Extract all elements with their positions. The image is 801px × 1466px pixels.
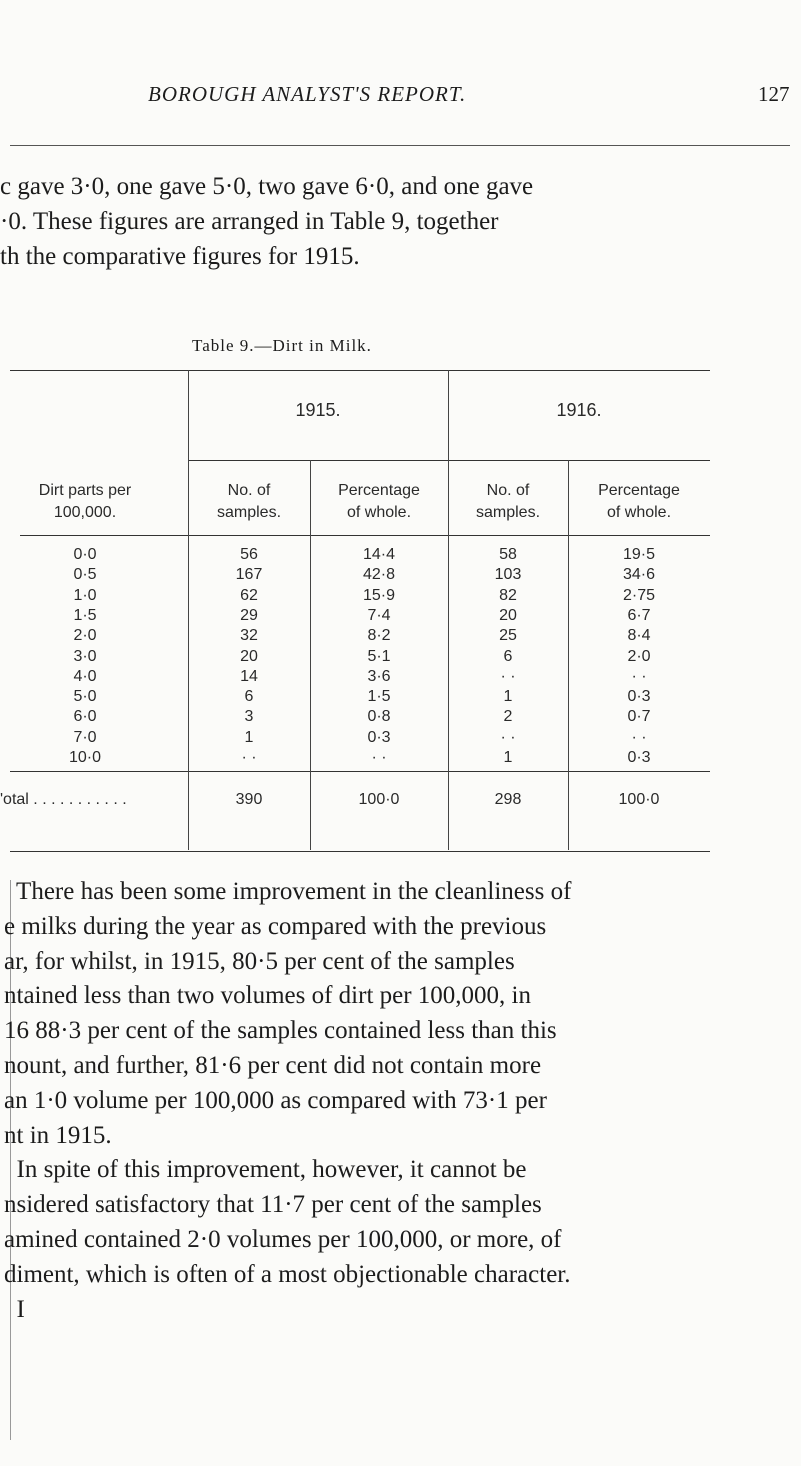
row-1915-samples: 167 [235, 566, 263, 584]
row-1916-percentage: 8·4 [627, 627, 651, 645]
row-dirt-parts: 10·0 [68, 749, 102, 766]
col-header-1915-samples: No. of samples. [216, 482, 282, 521]
row-1916-percentage: 34·6 [622, 566, 656, 584]
row-1915-samples: 1 [244, 728, 254, 746]
row-1915-percentage: · · [371, 749, 387, 766]
year-header-rule [188, 460, 710, 461]
table-top-rule [10, 370, 710, 371]
total-1916-samples: 298 [494, 791, 522, 808]
row-dirt-parts: 4·0 [73, 667, 97, 685]
row-1915-percentage: 5·1 [367, 647, 391, 665]
row-1916-percentage: 19·5 [622, 546, 656, 563]
row-1916-percentage: 2·75 [622, 586, 656, 604]
row-dirt-parts: 0·5 [73, 566, 97, 584]
row-1915-samples: 29 [240, 606, 258, 624]
row-1916-samples: · · [500, 728, 516, 746]
row-1915-samples: 62 [240, 586, 258, 604]
row-dirt-parts: 2·0 [73, 627, 97, 645]
table-bottom-rule [10, 851, 710, 852]
body-line: an 1·0 volume per 100,000 as compared with 73·1 per [4, 1086, 547, 1114]
row-1915-percentage: 15·9 [362, 586, 396, 604]
row-1915-percentage: 0·3 [367, 728, 391, 746]
page-number: 127 [758, 82, 790, 106]
table-caption: Table 9.—Dirt in Milk. [192, 336, 372, 355]
body-line: nt in 1915. [4, 1121, 112, 1149]
row-1916-samples: · · [500, 667, 516, 685]
year-header-1916: 1916. [556, 400, 602, 420]
row-1916-samples: 103 [494, 566, 522, 584]
column-header-rule [20, 535, 710, 536]
row-1916-percentage: 2·0 [627, 647, 651, 665]
row-dirt-parts: 6·0 [73, 708, 97, 726]
col-header-1915-percentage: Percentage of whole. [338, 482, 420, 521]
body-line: e milks during the year as compared with the previous [4, 912, 547, 940]
row-dirt-parts: 5·0 [73, 688, 97, 706]
row-1916-samples: 25 [499, 627, 517, 645]
header-rule [10, 145, 790, 146]
row-1915-percentage: 3·6 [367, 667, 391, 685]
total-1915-percentage: 100·0 [358, 791, 400, 808]
row-1916-samples: 1 [503, 688, 513, 706]
row-1916-samples: 6 [503, 647, 513, 665]
year-header-1915: 1915. [295, 400, 341, 420]
total-1915-samples: 390 [235, 791, 263, 808]
row-1915-samples: 20 [240, 647, 258, 665]
body-line: ar, for whilst, in 1915, 80·5 per cent of the samples [4, 947, 515, 975]
col-header-1916-samples: No. of samples. [475, 482, 541, 521]
body-line: nsidered satisfactory that 11·7 per cent of the samples [4, 1191, 542, 1219]
row-1915-samples: 14 [240, 667, 258, 685]
total-label: 'otal . . . . . . . . . . . [0, 791, 127, 808]
total-rule [10, 771, 710, 772]
row-dirt-parts: 7·0 [73, 728, 97, 746]
row-1916-samples: 20 [499, 606, 517, 624]
row-1915-percentage: 42·8 [362, 566, 396, 584]
dirt-in-milk-table [0, 370, 801, 850]
row-1916-percentage: · · [631, 667, 647, 685]
row-1916-percentage: 0·7 [627, 708, 651, 726]
total-1916-percentage: 100·0 [618, 791, 660, 808]
row-1916-samples: 58 [499, 546, 517, 563]
row-1915-samples: 56 [240, 546, 258, 563]
row-dirt-parts: 0·0 [73, 546, 97, 563]
row-1916-samples: 82 [499, 586, 517, 604]
row-1916-samples: 2 [503, 708, 513, 726]
row-1915-percentage: 8·2 [367, 627, 391, 645]
row-1915-samples: 6 [244, 688, 254, 706]
body-line: I [4, 1295, 25, 1323]
row-1916-samples: 1 [503, 749, 513, 766]
row-1916-percentage: 6·7 [627, 606, 651, 624]
row-header-dirt-parts: Dirt parts per 100,000. [38, 482, 132, 521]
body-line: 16 88·3 per cent of the samples contained less than this [4, 1017, 557, 1045]
row-1915-samples: 32 [240, 627, 258, 645]
row-1916-percentage: 0·3 [627, 749, 651, 766]
body-line: ntained less than two volumes of dirt per 100,000, in [4, 982, 532, 1010]
row-dirt-parts: 1·5 [73, 606, 97, 624]
body-line: There has been some improvement in the cleanliness of [4, 878, 572, 905]
row-dirt-parts: 3·0 [73, 647, 97, 665]
row-1915-percentage: 0·8 [367, 708, 391, 726]
col-header-1916-percentage: Percentage of whole. [598, 482, 680, 521]
row-1915-samples: 3 [244, 708, 254, 726]
body-line: In spite of this improvement, however, it cannot be [4, 1156, 527, 1184]
body-line: diment, which is often of a most objectionable character. [4, 1260, 571, 1288]
row-1915-percentage: 7·4 [367, 606, 391, 624]
intro-line: ·0. These figures are arranged in Table 9, together [0, 208, 499, 235]
row-1915-samples: · · [241, 749, 257, 766]
row-1916-percentage: 0·3 [627, 688, 651, 706]
running-title: BOROUGH ANALYST'S REPORT. [148, 82, 467, 106]
intro-line: th the comparative figures for 1915. [0, 243, 360, 270]
row-dirt-parts: 1·0 [73, 586, 97, 604]
running-header [0, 82, 801, 122]
row-1916-percentage: · · [631, 728, 647, 746]
row-1915-percentage: 14·4 [362, 546, 396, 563]
body-line: amined contained 2·0 volumes per 100,000, or more, of [4, 1226, 562, 1253]
body-line: nount, and further, 81·6 per cent did not contain more [4, 1052, 542, 1079]
intro-line: c gave 3·0, one gave 5·0, two gave 6·0, and one gave [0, 173, 534, 200]
row-1915-percentage: 1·5 [367, 688, 391, 706]
